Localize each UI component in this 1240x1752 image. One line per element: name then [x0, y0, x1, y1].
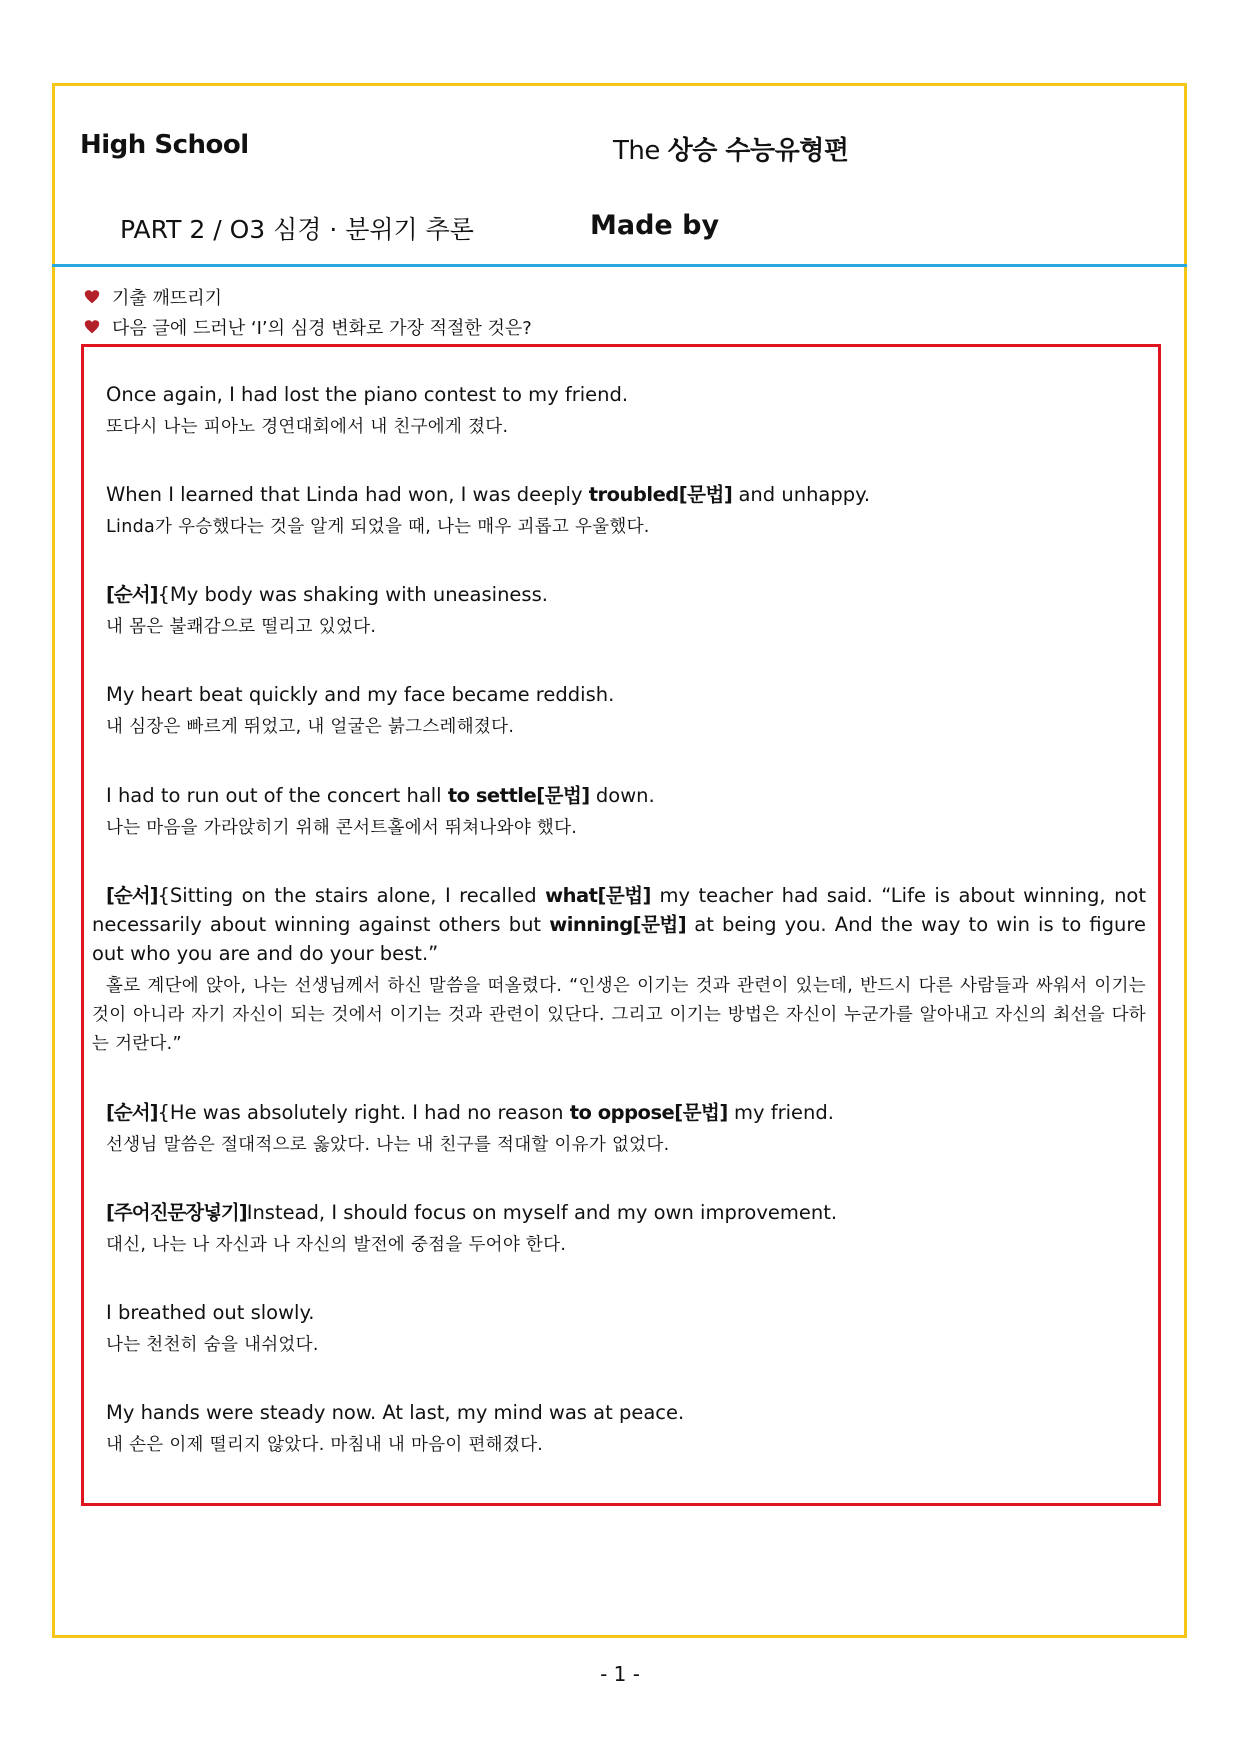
grammar-point: what[문법]: [545, 884, 651, 907]
korean-translation: [92, 513, 1146, 542]
book-title-rest: 상승 수능유형편: [667, 136, 849, 166]
passage-item: [92, 580, 1146, 642]
sentence-text: my teacher had said. “Life is about winning, not necessarily about winning against others but: [92, 884, 1147, 936]
translation-text: 내 손은 이제 떨리지 않았다. 마침내 내 마음이 편해졌다.: [106, 1435, 544, 1455]
korean-translation: [92, 613, 1146, 642]
heart-icon: [84, 289, 100, 305]
sentence-text: and unhappy.: [732, 483, 871, 506]
korean-translation: [92, 1431, 1146, 1460]
question-text: 다음 글에 드러난 ‘I’의 심경 변화로 가장 적절한 것은?: [112, 318, 532, 339]
english-sentence: [92, 1398, 1146, 1427]
sentence-text: {Sitting on the stairs alone, I recalled: [157, 884, 546, 907]
made-by-label: Made by: [590, 210, 720, 241]
english-sentence: [92, 380, 1146, 409]
sentence-text: {My body was shaking with uneasiness.: [157, 583, 548, 606]
book-level-title: High School: [80, 130, 249, 160]
section-label: 기출 깨뜨리기: [112, 288, 223, 309]
sentence-text: Instead, I should focus on myself and my own improvement.: [246, 1201, 838, 1224]
sentence-text: {He was absolutely right. I had no reason: [157, 1101, 570, 1124]
section-label-row: [84, 284, 222, 310]
passage-item: [92, 680, 1146, 742]
sentence-text: My hands were steady now. At last, my mind was at peace.: [106, 1401, 685, 1424]
english-sentence: [92, 680, 1146, 709]
passage-item: [92, 1098, 1146, 1160]
sentence-text: I breathed out slowly.: [106, 1301, 315, 1324]
passage-item: [92, 1398, 1146, 1460]
book-title: [613, 130, 849, 167]
passage-item: [92, 881, 1146, 1059]
english-sentence: [92, 580, 1146, 609]
grammar-point: troubled[문법]: [588, 483, 733, 506]
korean-translation: [92, 972, 1146, 1059]
grammar-point: to settle[문법]: [447, 784, 590, 807]
question-row: [84, 314, 532, 340]
question-type-tag: [순서]: [106, 583, 158, 606]
passage-item: [92, 380, 1146, 442]
grammar-point: to oppose[문법]: [569, 1101, 728, 1124]
english-sentence: [92, 1098, 1146, 1127]
translation-text: 내 몸은 불쾌감으로 떨리고 있었다.: [106, 617, 377, 637]
english-sentence: [92, 881, 1146, 968]
translation-text: 나는 마음을 가라앉히기 위해 콘서트홀에서 뛰쳐나와야 했다.: [106, 818, 578, 838]
grammar-point: winning[문법]: [549, 913, 687, 936]
translation-text: Linda가 우승했다는 것을 알게 되었을 때, 나는 매우 괴롭고 우울했다.: [106, 517, 650, 537]
question-type-tag: [주어진문장넣기]: [106, 1201, 247, 1224]
question-type-tag: [순서]: [106, 1101, 158, 1124]
english-sentence: [92, 781, 1146, 810]
header-divider: [52, 264, 1187, 267]
korean-translation: [92, 814, 1146, 843]
passage-item: [92, 1298, 1146, 1360]
translation-text: 내 심장은 빠르게 뛰었고, 내 얼굴은 붉그스레해졌다.: [106, 717, 515, 737]
english-sentence: [92, 1298, 1146, 1327]
english-sentence: [92, 480, 1146, 509]
translation-text: 나는 천천히 숨을 내쉬었다.: [106, 1335, 319, 1355]
passage-item: [92, 480, 1146, 542]
english-sentence: [92, 1198, 1146, 1227]
heart-icon: [84, 319, 100, 335]
translation-text: 선생님 말씀은 절대적으로 옳았다. 나는 내 친구를 적대할 이유가 없었다.: [106, 1135, 670, 1155]
question-type-tag: [순서]: [106, 884, 158, 907]
sentence-text: Once again, I had lost the piano contest to my friend.: [106, 383, 629, 406]
sentence-text: My heart beat quickly and my face became reddish.: [106, 683, 615, 706]
part-heading: PART 2 / O3 심경 · 분위기 추론: [120, 215, 474, 244]
passage-item: [92, 1198, 1146, 1260]
korean-translation: [92, 713, 1146, 742]
sentence-text: I had to run out of the concert hall: [106, 784, 448, 807]
sentence-text: at being you. And the way to win is to figure out who you are and do your best.”: [92, 913, 1146, 965]
passage-item: [92, 781, 1146, 843]
sentence-text: down.: [589, 784, 655, 807]
korean-translation: [92, 1231, 1146, 1260]
translation-text: 또다시 나는 피아노 경연대회에서 내 친구에게 졌다.: [106, 417, 509, 437]
korean-translation: [92, 1131, 1146, 1160]
translation-text: 대신, 나는 나 자신과 나 자신의 발전에 중점을 두어야 한다.: [106, 1235, 567, 1255]
translation-text: 홀로 계단에 앉아, 나는 선생님께서 하신 말씀을 떠올렸다. “인생은 이기는 것과 관련이 있는데, 반드시 다른 사람들과 싸워서 이기는 것이 아니라 자기 자신이 되는 것에서 이기는 것과 관련이 있단다. 그리고 이기는 방법은 자신이 누군가를 알아내고 자신의 최선을 다하는 거란다.”: [92, 976, 1146, 1054]
sentence-text: When I learned that Linda had won, I was deeply: [106, 483, 589, 506]
book-title-prefix: The: [613, 136, 660, 166]
korean-translation: [92, 1331, 1146, 1360]
korean-translation: [92, 413, 1146, 442]
sentence-text: my friend.: [727, 1101, 834, 1124]
page-number: - 1 -: [600, 1662, 640, 1686]
